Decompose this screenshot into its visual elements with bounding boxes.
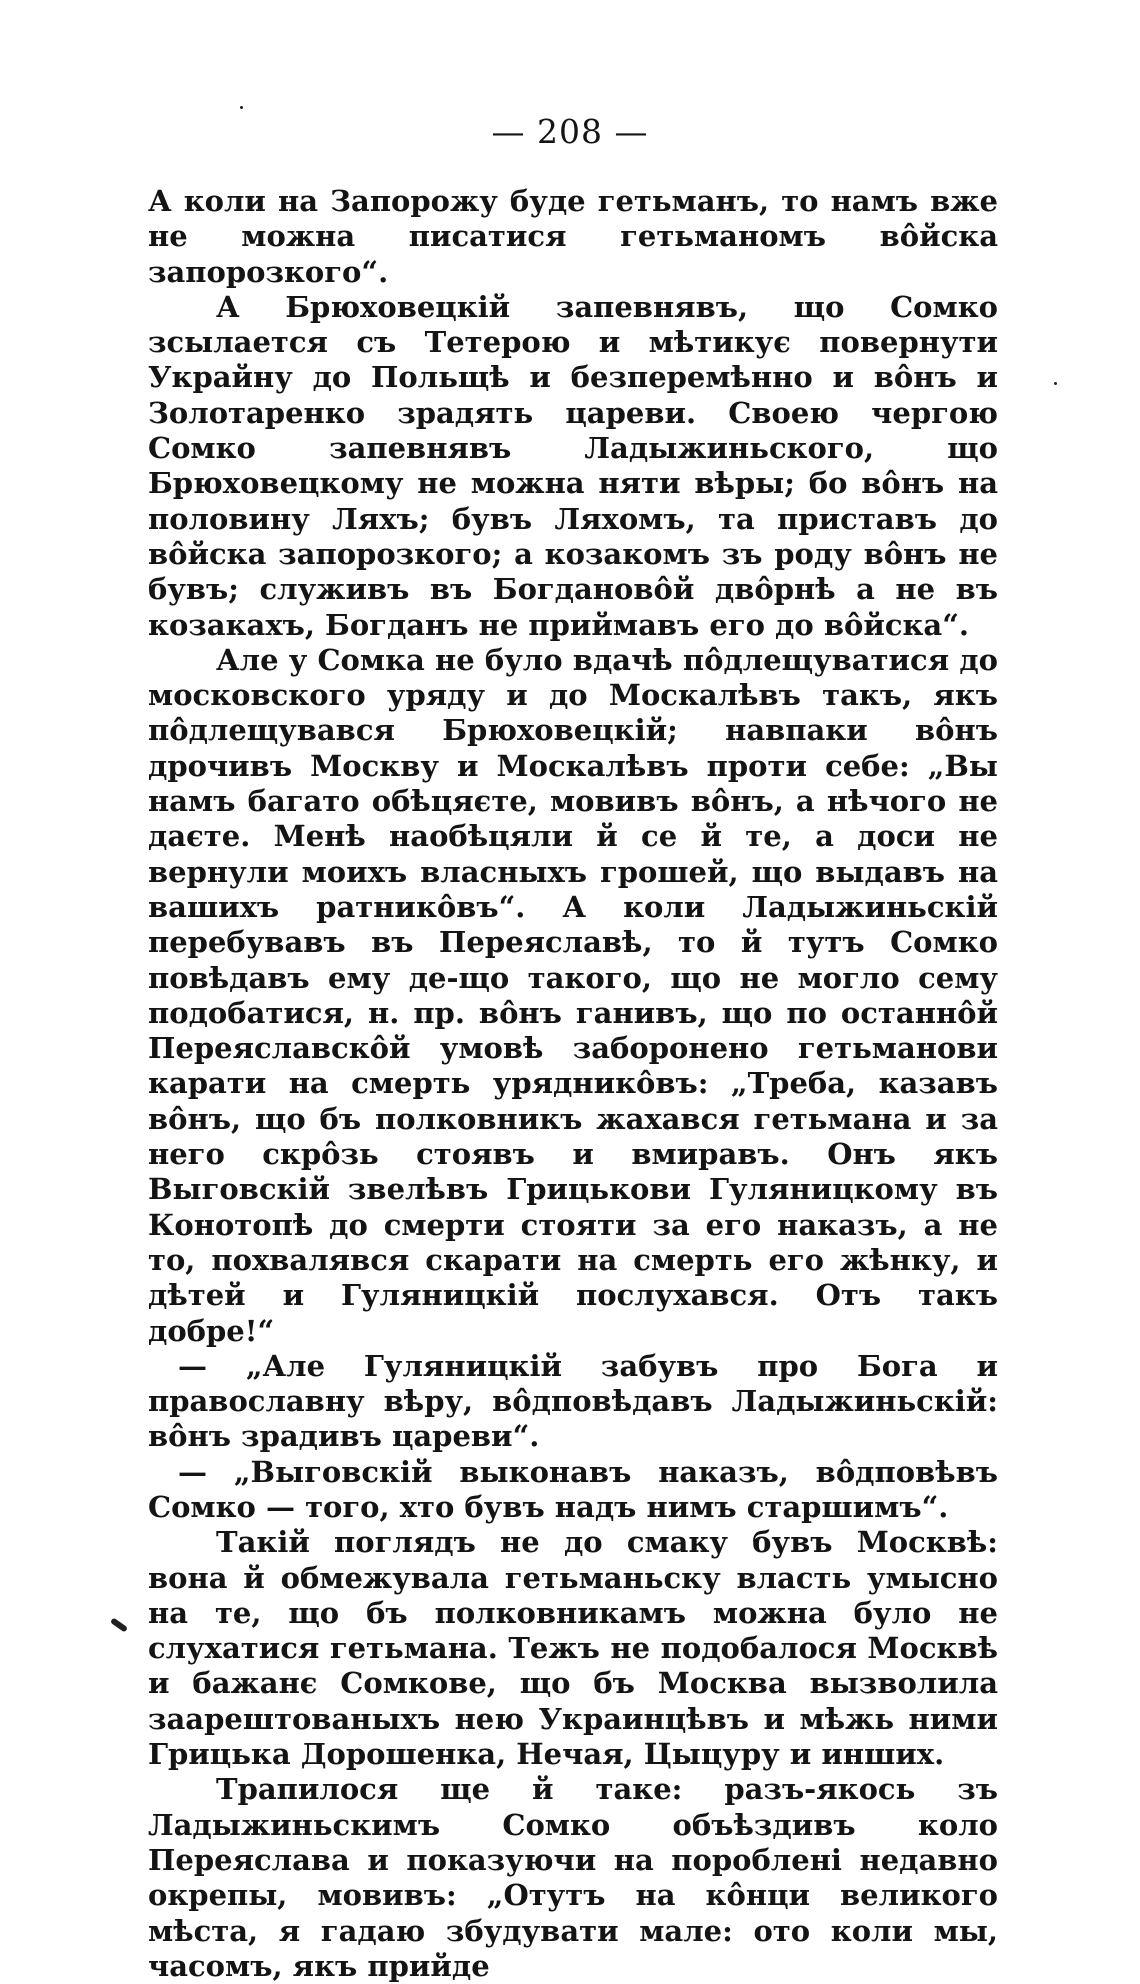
- paragraph-1: А коли на Запорожу буде гетьманъ, то намъ вже не можна писатися гетьманомъ вôйска запорозкого“.: [148, 184, 998, 289]
- paragraph-6: Такій поглядъ не до смаку бувъ Москвѣ: вона й обмежувала гетьманьску власть умысно на те, що бъ полковникамъ можна було не слухатися гетьмана. Тежъ не подобалося Москвѣ и бажанє Сомкове, що бъ Москва вызволила заарештованыхъ нею Украинцѣвъ и мѣжь ними Грицька Дорошенка, Нечая, Цыцуру и инших.: [148, 1525, 998, 1772]
- page-number: — 208 —: [491, 112, 649, 151]
- paragraph-2: А Брюховецкій запевнявъ, що Сомко зсылается съ Тетерою и мѣтикує повернути Украйну до Польщѣ и безперемѣнно и вôнъ и Золотаренко зрадять цареви. Своею чергою Сомко запевнявъ Ладыжиньского, що Брюховецкому не можна няти вѣры; бо вôнъ на половину Ляхъ; бувъ Ляхомъ, та приставъ до вôйска запорозкого; а козакомъ зъ роду вôнъ не бувъ; служивъ въ Богдановôй двôрнѣ а не въ козакахъ, Богданъ не приймавъ его до вôйска“.: [148, 289, 998, 642]
- paragraph-4-dialogue: — „Але Гуляницкій забувъ про Бога и православну вѣру, вôдповѣдавъ Ладыжиньскій: вôнъ зрадивъ цареви“.: [148, 1348, 998, 1454]
- scan-speck-top: [240, 106, 243, 109]
- paragraph-3: Але у Сомка не було вдачѣ пôдлещуватися до московского уряду и до Москалѣвъ такъ, якъ пôдлещувався Брюховецкій; навпаки вôнъ дрочивъ Москву и Москалѣвъ проти себе: „Вы намъ багато обѣцяєте, мовивъ вôнъ, а нѣчого не даєте. Менѣ наобѣцяли й се й те, а доси не вернули моихъ власныхъ грошей, що выдавъ на вашихъ ратникôвъ“. А коли Ладыжиньскій перебувавъ въ Переяславѣ, то й тутъ Сомко повѣдавъ ему де-що такого, що не могло сему подобатися, н. пр. вôнъ ганивъ, що по останнôй Переяславскôй умовѣ заборонено гетьманови карати на смерть урядникôвъ: „Треба, казавъ вôнъ, що бъ полковникъ жахався гетьмана и за него скрôзь стоявъ и вмиравъ. Онъ якъ Выговскій звелѣвъ Грицькови Гуляницкому въ Конотопѣ до смерти стояти за его наказъ, а не то, похвалявся скарати на смерть его жѣнку, и дѣтей и Гуляницкій послухався. Отъ такъ добре!“: [148, 642, 998, 1348]
- body-text: [148, 184, 998, 1984]
- paragraph-5-dialogue: — „Выговскій выконавъ наказъ, вôдповѣвъ Сомко — того, хто бувъ надъ нимъ старшимъ“.: [148, 1454, 998, 1524]
- scan-speck-right: [1054, 382, 1057, 385]
- scan-mark-bottom-left: [110, 1617, 128, 1632]
- paragraph-7: Трапилося ще й таке: разъ-якось зъ Ладыжиньскимъ Сомко объѣздивъ коло Переяслава и показуючи на пороблені недавно окрепы, мовивъ: „Отутъ на кôнци великого мѣста, я гадаю збудувати мале: ото коли мы, часомъ, якъ прийде: [148, 1772, 998, 1983]
